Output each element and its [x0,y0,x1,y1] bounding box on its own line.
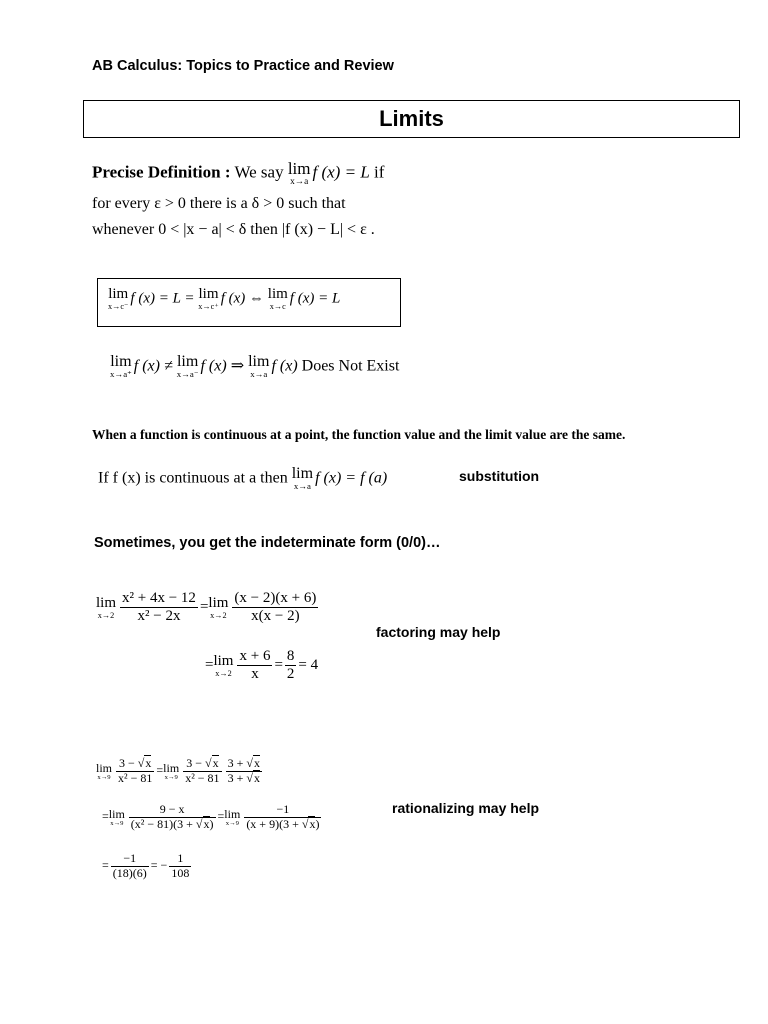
limit-operator: lim x→9 [224,806,241,827]
substitution-note: substitution [459,468,540,484]
limit-operator: lim x→a [287,159,311,187]
fraction: $\frac{x + 6}{x}$ [239,648,271,683]
precise-lead: We say [234,162,284,182]
limit-operator: lim x→c⁺ [198,286,219,311]
limit-operator: lim x→9 [163,760,180,781]
page-header: AB Calculus: Topics to Practice and Review [92,58,394,74]
rationalizing-note: rationalizing may help [392,800,540,816]
precise-expression: f (x) = L [312,162,370,182]
continuity-formula [98,466,387,492]
limit-dne-formula [110,354,399,380]
fraction: $\frac{9 - x}{\text{(x² − 81)(3 + √x)}}$ [130,802,214,831]
fraction: $\frac{-1}{(18)(6)}$ [112,851,147,880]
continuity-statement: When a function is continuous at a point, the function value and the limit value are the same. [92,427,626,442]
fraction: $\frac{3 - √x}{\text{x² − 81}}$ [185,756,220,785]
precise-definition-line2: for every ε > 0 there is a δ > 0 such that [92,195,346,212]
does-not-exist-text: Does Not Exist [301,357,400,375]
limit-operator: lim x→c [267,286,288,311]
limit-operator: lim x→9 [108,806,125,827]
precise-definition-line3: whenever 0 < |x − a| < δ then |f (x) − L| < ε . [92,221,375,238]
dne-expression-3: f (x) [271,357,298,375]
fraction: $\frac{3 - √x}{\text{x² − 81}}$ [118,756,153,785]
two-sided-limit-expression: f (x) = L [289,290,341,307]
continuity-expression: f (x) = f (a) [315,469,388,487]
fraction: $\frac{(x - 2)(x + 6)}{x(x - 2)}$ [234,590,317,625]
left-limit-expression: f (x) = L = [130,290,195,307]
limit-operator: lim x→2 [213,652,234,678]
limit-operator: lim x→a⁻ [176,353,199,379]
one-sided-limits-formula [108,287,340,311]
section-title: Limits [379,106,444,131]
factoring-line1: lim x→2 $\frac{\text{x² + 4x − 12}}{\text{x² − 2x}}$ = lim x→2 $\frac{(x - 2)(x + 6)}{x(x - 2)}$ [96,590,317,625]
fraction: $\frac{1}{108}$ [171,851,190,880]
precise-definition-label: Precise Definition : [92,162,231,182]
limit-operator: lim x→c⁻ [108,286,129,311]
limit-operator: lim x→a [248,353,270,379]
rationalizing-line3: = $\frac{-1}{(18)(6)}$ = − $\frac{1}{108}$ [102,851,190,880]
precise-definition-line1 [92,160,384,187]
rationalizing-line2: = lim x→9 $\frac{9 - x}{\text{(x² − 81)(3 + √x)}}$ = lim x→9 $\frac{-1}{(x + 9)(3 + √x)}$ [102,802,320,831]
rationalizing-line1: lim x→9 $\frac{3 - √x}{\text{x² − 81}}$ = lim x→9 $\frac{3 - √x}{\text{x² − 81}}$ $\frac{3 + √x}{3 + √x}$ [96,756,260,785]
factoring-note: factoring may help [376,624,501,640]
limit-operator: lim x→2 [96,594,117,620]
fraction: $\frac{-1}{(x + 9)(3 + √x)}$ [246,802,320,831]
right-limit-expression: f (x) ⇔ [220,290,265,307]
factoring-line2: = lim x→2 $\frac{x + 6}{x}$ = $\frac{8}{2}$ = 4 [205,648,319,683]
continuity-formula-text: If f (x) is continuous at a then [98,469,288,487]
limit-operator: lim x→2 [208,594,229,620]
limit-operator: lim x→9 [96,760,113,781]
dne-expression-1: f (x) ≠ [133,357,173,375]
fraction: $\frac{\text{x² + 4x − 12}}{\text{x² − 2x}}$ [122,590,196,625]
fraction: $\frac{8}{2}$ [286,648,295,683]
fraction: $\frac{3 + √x}{3 + √x}$ [227,756,260,785]
dne-expression-2: f (x) ⇒ [200,357,245,375]
limit-operator: lim x→a [291,465,314,491]
section-title-box [83,100,740,138]
precise-tail: if [374,162,385,182]
limit-operator: lim x→a⁺ [110,353,132,379]
indeterminate-heading: Sometimes, you get the indeterminate form (0/0)… [94,535,441,551]
